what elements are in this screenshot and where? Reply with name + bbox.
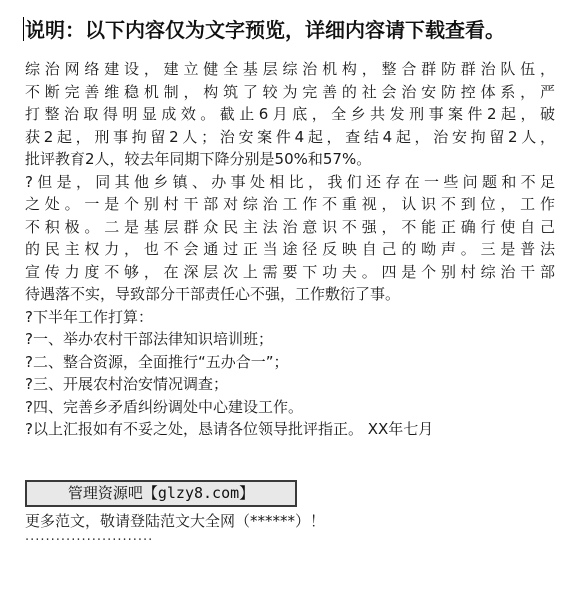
body-line: ?二、整合资源，全面推行“五办合一”；: [25, 352, 289, 371]
body-line: 获2起，刑事拘留2人；治安案件4起，查结4起，治安拘留2人，: [25, 127, 555, 146]
body-line: 的民主权力，也不会通过正当途径反映自己的呦声。三是普法: [25, 240, 555, 258]
body-line: ?下半年工作打算：: [25, 307, 153, 326]
body-line: ?四、完善乡矛盾纠纷调处中心建设工作。: [25, 397, 303, 416]
preview-notice: 说明：以下内容仅为文字预览，详细内容请下载查看。: [25, 18, 505, 42]
body-line: 待遇落不实，导致部分干部责任心不强，工作敷衍了事。: [25, 285, 401, 303]
footer-note: 更多范文，敬请登陆范文大全网（******）！: [25, 512, 326, 530]
body-line: 综治网络建设，建立健全基层综治机构，整合群防群治队伍，: [25, 60, 555, 78]
body-line: 打整治取得明显成效。截止6月底，全乡共发刑事案件2起，破: [25, 105, 555, 123]
body-line: 宣传力度不够，在深层次上需要下功夫。四是个别村综治干部: [25, 262, 555, 281]
body-line: 不积极。二是基层群众民主法治意识不强，不能正确行使自己: [25, 217, 555, 236]
body-line: ?三、开展农村治安情况调查；: [25, 375, 228, 393]
document-body: [25, 58, 555, 441]
body-line: ?但是，同其他乡镇、办事处相比，我们还存在一些问题和不足: [25, 172, 555, 191]
body-line: ?以上汇报如有不妥之处，恳请各位领导批评指正。 XX年七月: [25, 420, 434, 438]
dotted-separator: ·························: [25, 533, 154, 548]
body-line: 之处。一是个别村干部对综治工作不重视，认识不到位，工作: [25, 195, 555, 213]
text-cursor: [23, 17, 24, 41]
body-line: 批评教育2人，较去年同期下降分别是50%和57%。: [25, 150, 372, 168]
body-line: ?一、举办农村干部法律知识培训班；: [25, 330, 273, 348]
site-link-box[interactable]: 管理资源吧【glzy8.com】: [25, 480, 297, 507]
body-line: 不断完善维稳机制，构筑了较为完善的社会治安防控体系，严: [25, 82, 555, 101]
